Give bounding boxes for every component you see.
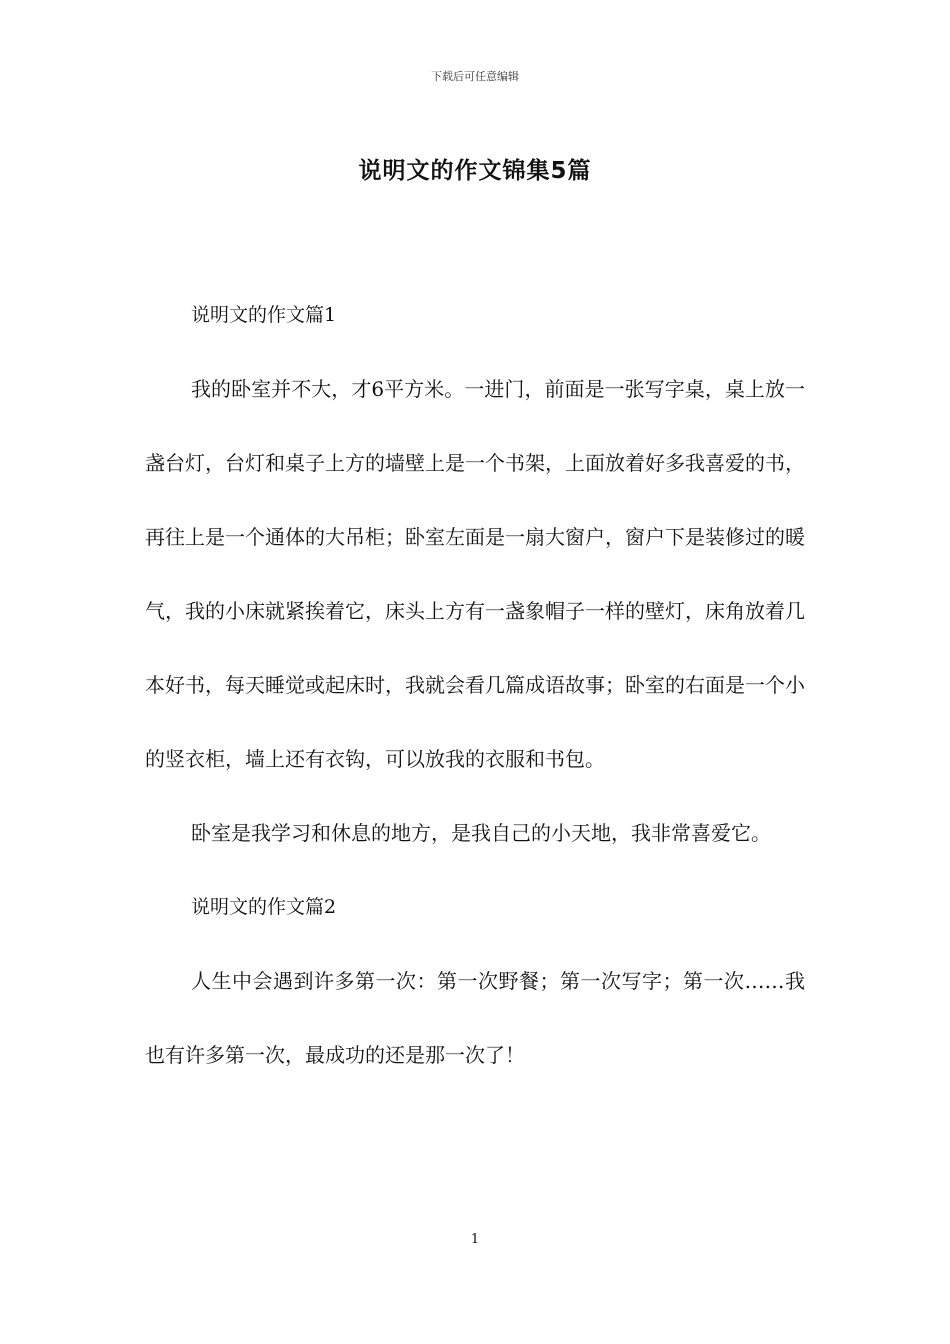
paragraph: 卧室是我学习和休息的地方，是我自己的小天地，我非常喜爱它。: [191, 821, 771, 845]
section-1: [145, 278, 805, 870]
section-heading: 说明文的作文篇2: [191, 896, 337, 918]
document-body: [145, 278, 805, 1092]
section-heading: 说明文的作文篇1: [191, 304, 337, 326]
section-2: [145, 870, 805, 1092]
page-number: 1: [470, 1232, 480, 1247]
document-title: 说明文的作文锦集5篇: [358, 158, 592, 184]
paragraph: 人生中会遇到许多第一次：第一次野餐；第一次写字；第一次……我也有许多第一次，最成功的还是那一次了！: [145, 969, 805, 1067]
paragraph: 我的卧室并不大，才6平方米。一进门，前面是一张写字桌，桌上放一盏台灯，台灯和桌子上方的墙壁上是一个书架，上面放着好多我喜爱的书，再往上是一个通体的大吊柜；卧室左面是一扇大窗户，窗户下是装修过的暖气，我的小床就紧挨着它，床头上方有一盏象帽子一样的壁灯，床角放着几本好书，每天睡觉或起床时，我就会看几篇成语故事；卧室的右面是一个小的竖衣柜，墙上还有衣钩，可以放我的衣服和书包。: [145, 377, 805, 771]
header-note: 下载后可任意编辑: [431, 70, 519, 83]
